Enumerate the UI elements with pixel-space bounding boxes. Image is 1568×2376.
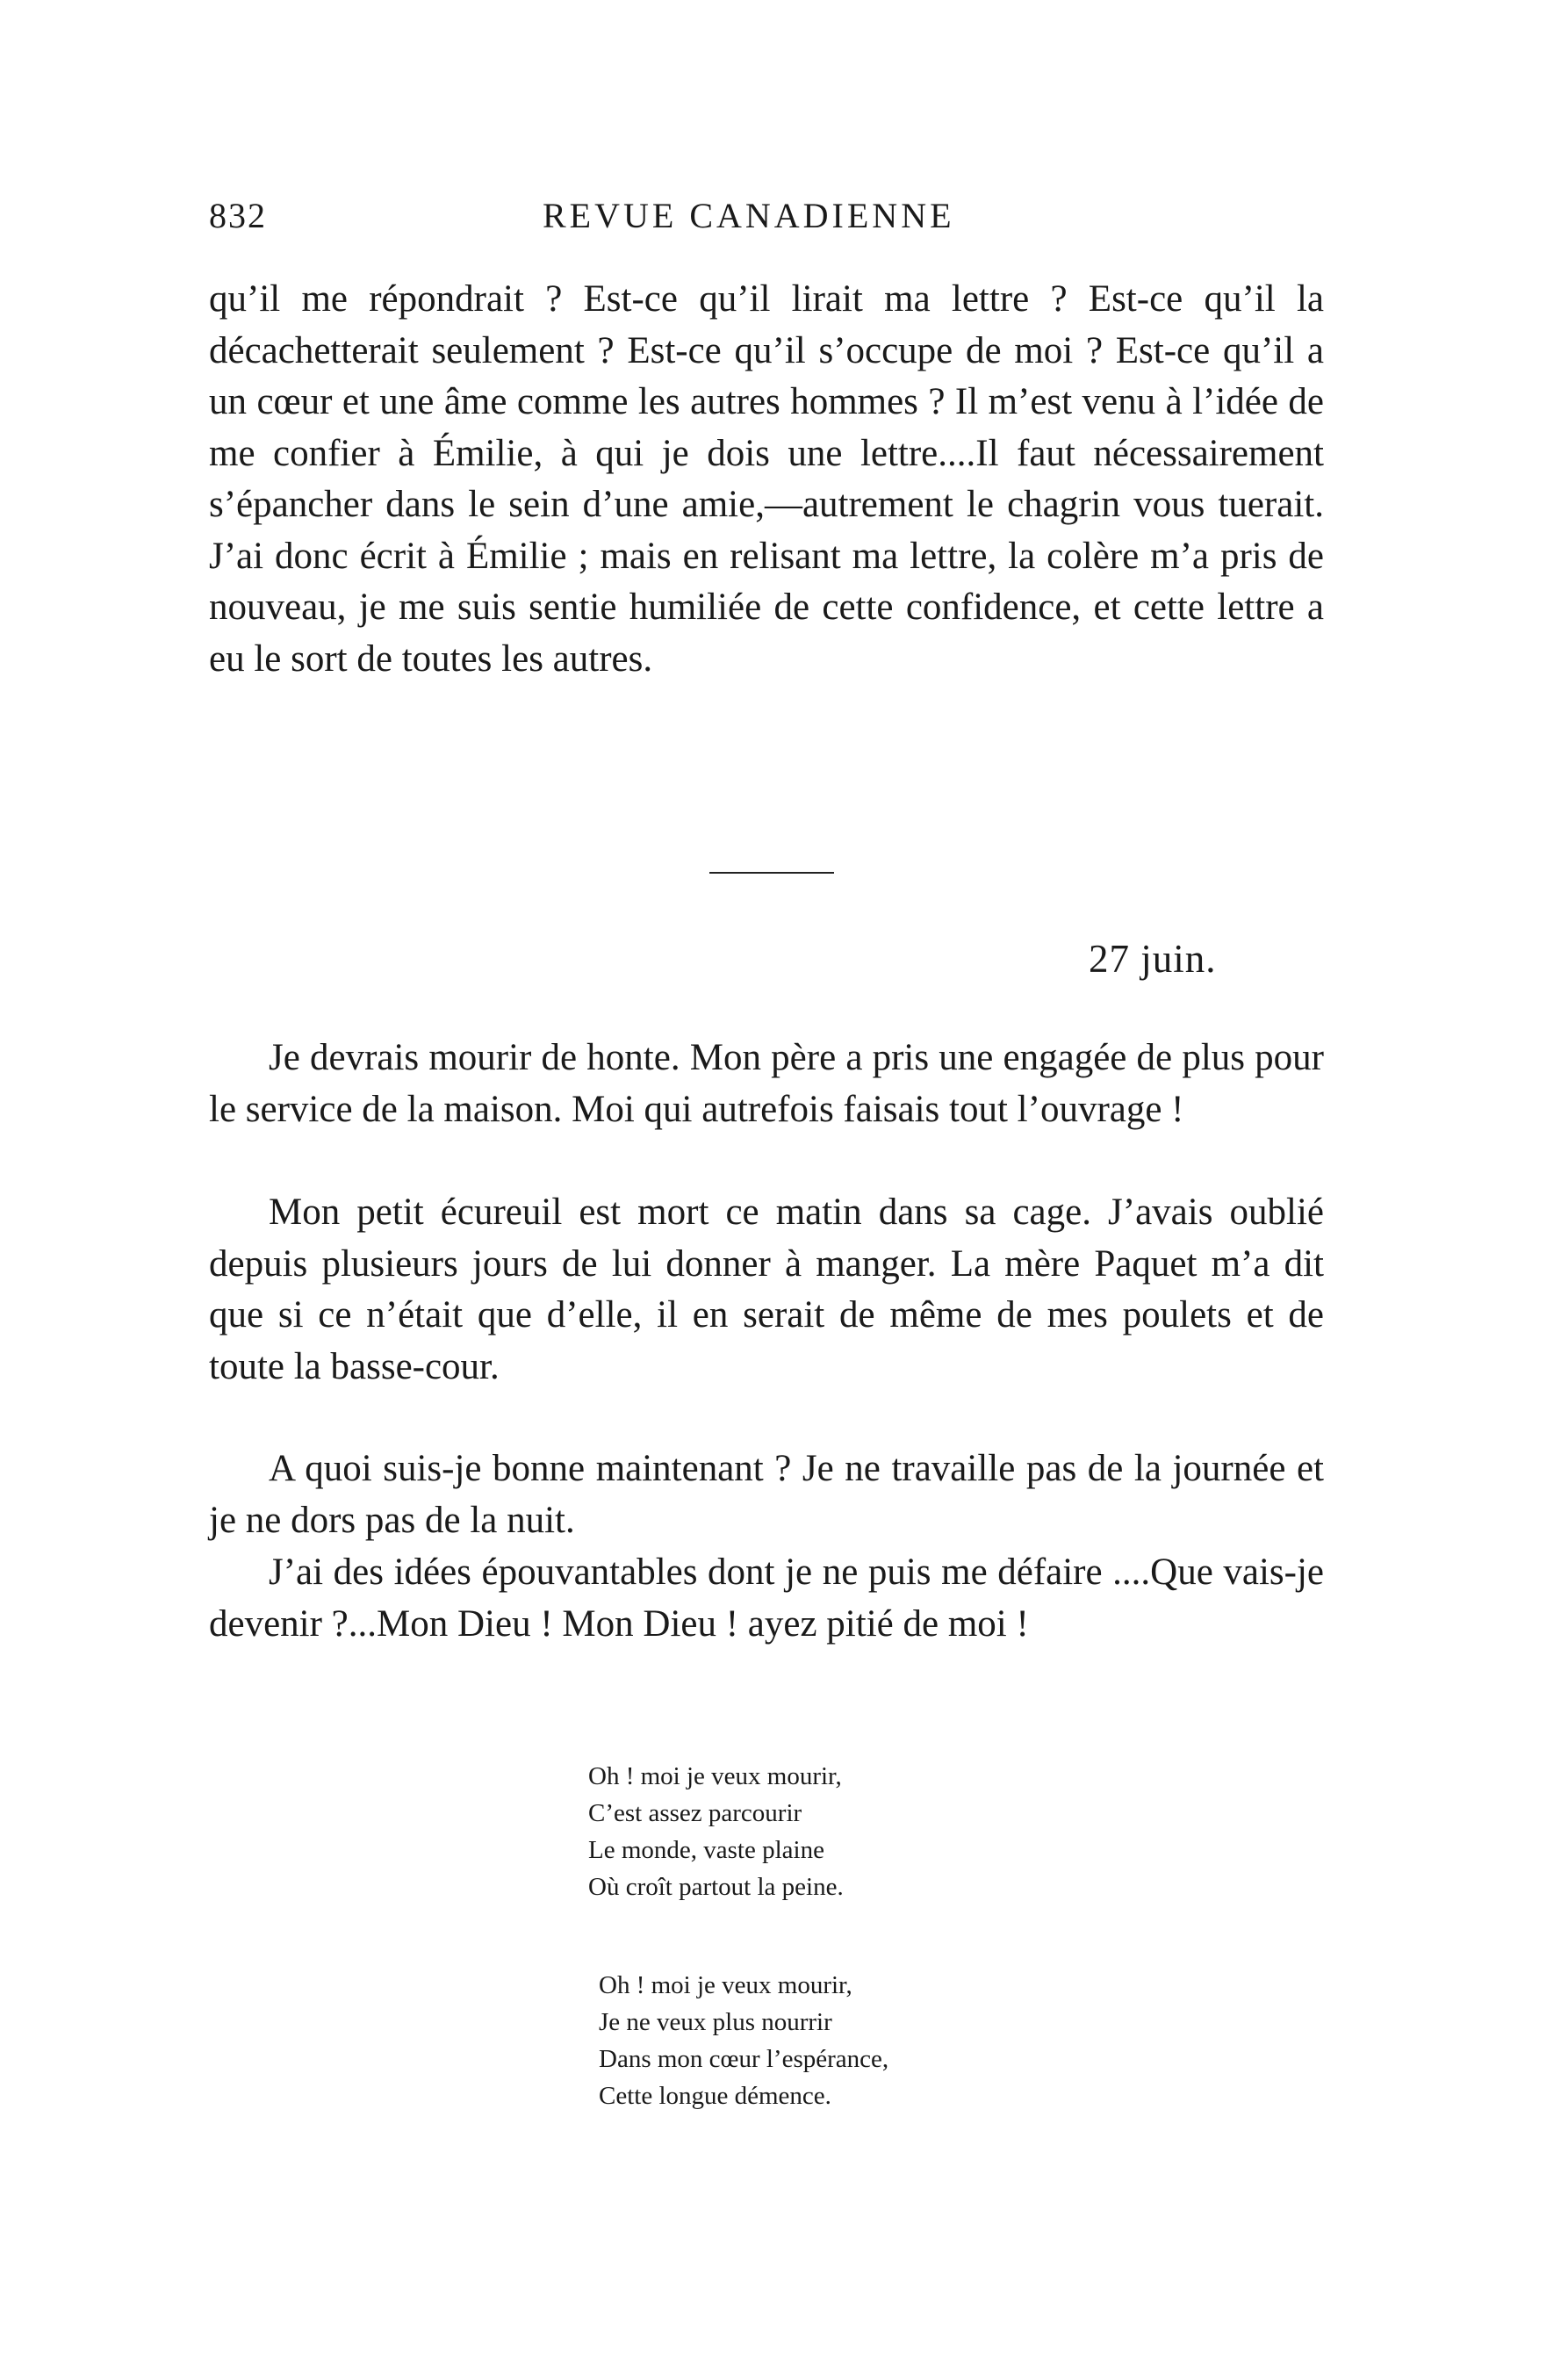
journal-title: REVUE CANADIENNE — [543, 196, 955, 235]
verse-line: Le monde, vaste plaine — [588, 1836, 824, 1864]
paragraph-continuation: qu’il me répondrait ? Est-ce qu’il lirait ma lettre ? Est-ce qu’il la décachetterait seulement ? Est-ce qu’il s’occupe de moi ? Est-ce qu’il a un cœur et une âme comme les autres hommes ? Il m’est venu à l’idée de me confier à Émilie, à qui je dois une lettre....Il faut nécessairement s’épancher dans le sein d’une amie,—autrement le chagrin vous tuerait. J’ai donc écrit à Émilie ; mais en relisant ma lettre, la colère m’a pris de nouveau, je me suis sentie humiliée de cette confidence, et cette lettre a eu le sort de toutes les autres. — [209, 278, 1324, 680]
paragraph-shame: Je devrais mourir de honte. Mon père a pris une engagée de plus pour le service de la maison. Moi qui autrefois faisais tout l’ouvrage ! — [209, 1037, 1324, 1130]
poem-stanza-2 — [599, 1967, 888, 2114]
verse-line: Oh ! moi je veux mourir, — [588, 1762, 842, 1790]
poem-stanza-1 — [588, 1758, 844, 1905]
paragraph-ideas: J’ai des idées épouvantables dont je ne puis me défaire ....Que vais-je devenir ?...Mon Dieu ! Mon Dieu ! ayez pitié de moi ! — [209, 1552, 1324, 1645]
verse-line: C’est assez parcourir — [588, 1799, 802, 1827]
verse-line: Cette longue démence. — [599, 2082, 831, 2110]
verse-line: Oh ! moi je veux mourir, — [599, 1971, 852, 1999]
verse-line: Dans mon cœur l’espérance, — [599, 2045, 889, 2073]
verse-line: Où croît partout la peine. — [588, 1873, 844, 1901]
paragraph-good-for: A quoi suis-je bonne maintenant ? Je ne travaille pas de la journée et je ne dors pas de la nuit. — [209, 1448, 1324, 1541]
paragraph-squirrel: Mon petit écureuil est mort ce matin dans sa cage. J’avais oublié depuis plusieurs jours de lui donner à manger. La mère Paquet m’a dit que si ce n’était que d’elle, il en serait de même de mes poulets et de toute la basse-cour. — [209, 1192, 1324, 1387]
verse-line: Je ne veux plus nourrir — [599, 2008, 832, 2036]
page-number: 832 — [209, 196, 267, 235]
section-separator — [709, 872, 834, 874]
running-head — [209, 195, 1331, 248]
diary-date: 27 juin. — [1089, 937, 1217, 981]
